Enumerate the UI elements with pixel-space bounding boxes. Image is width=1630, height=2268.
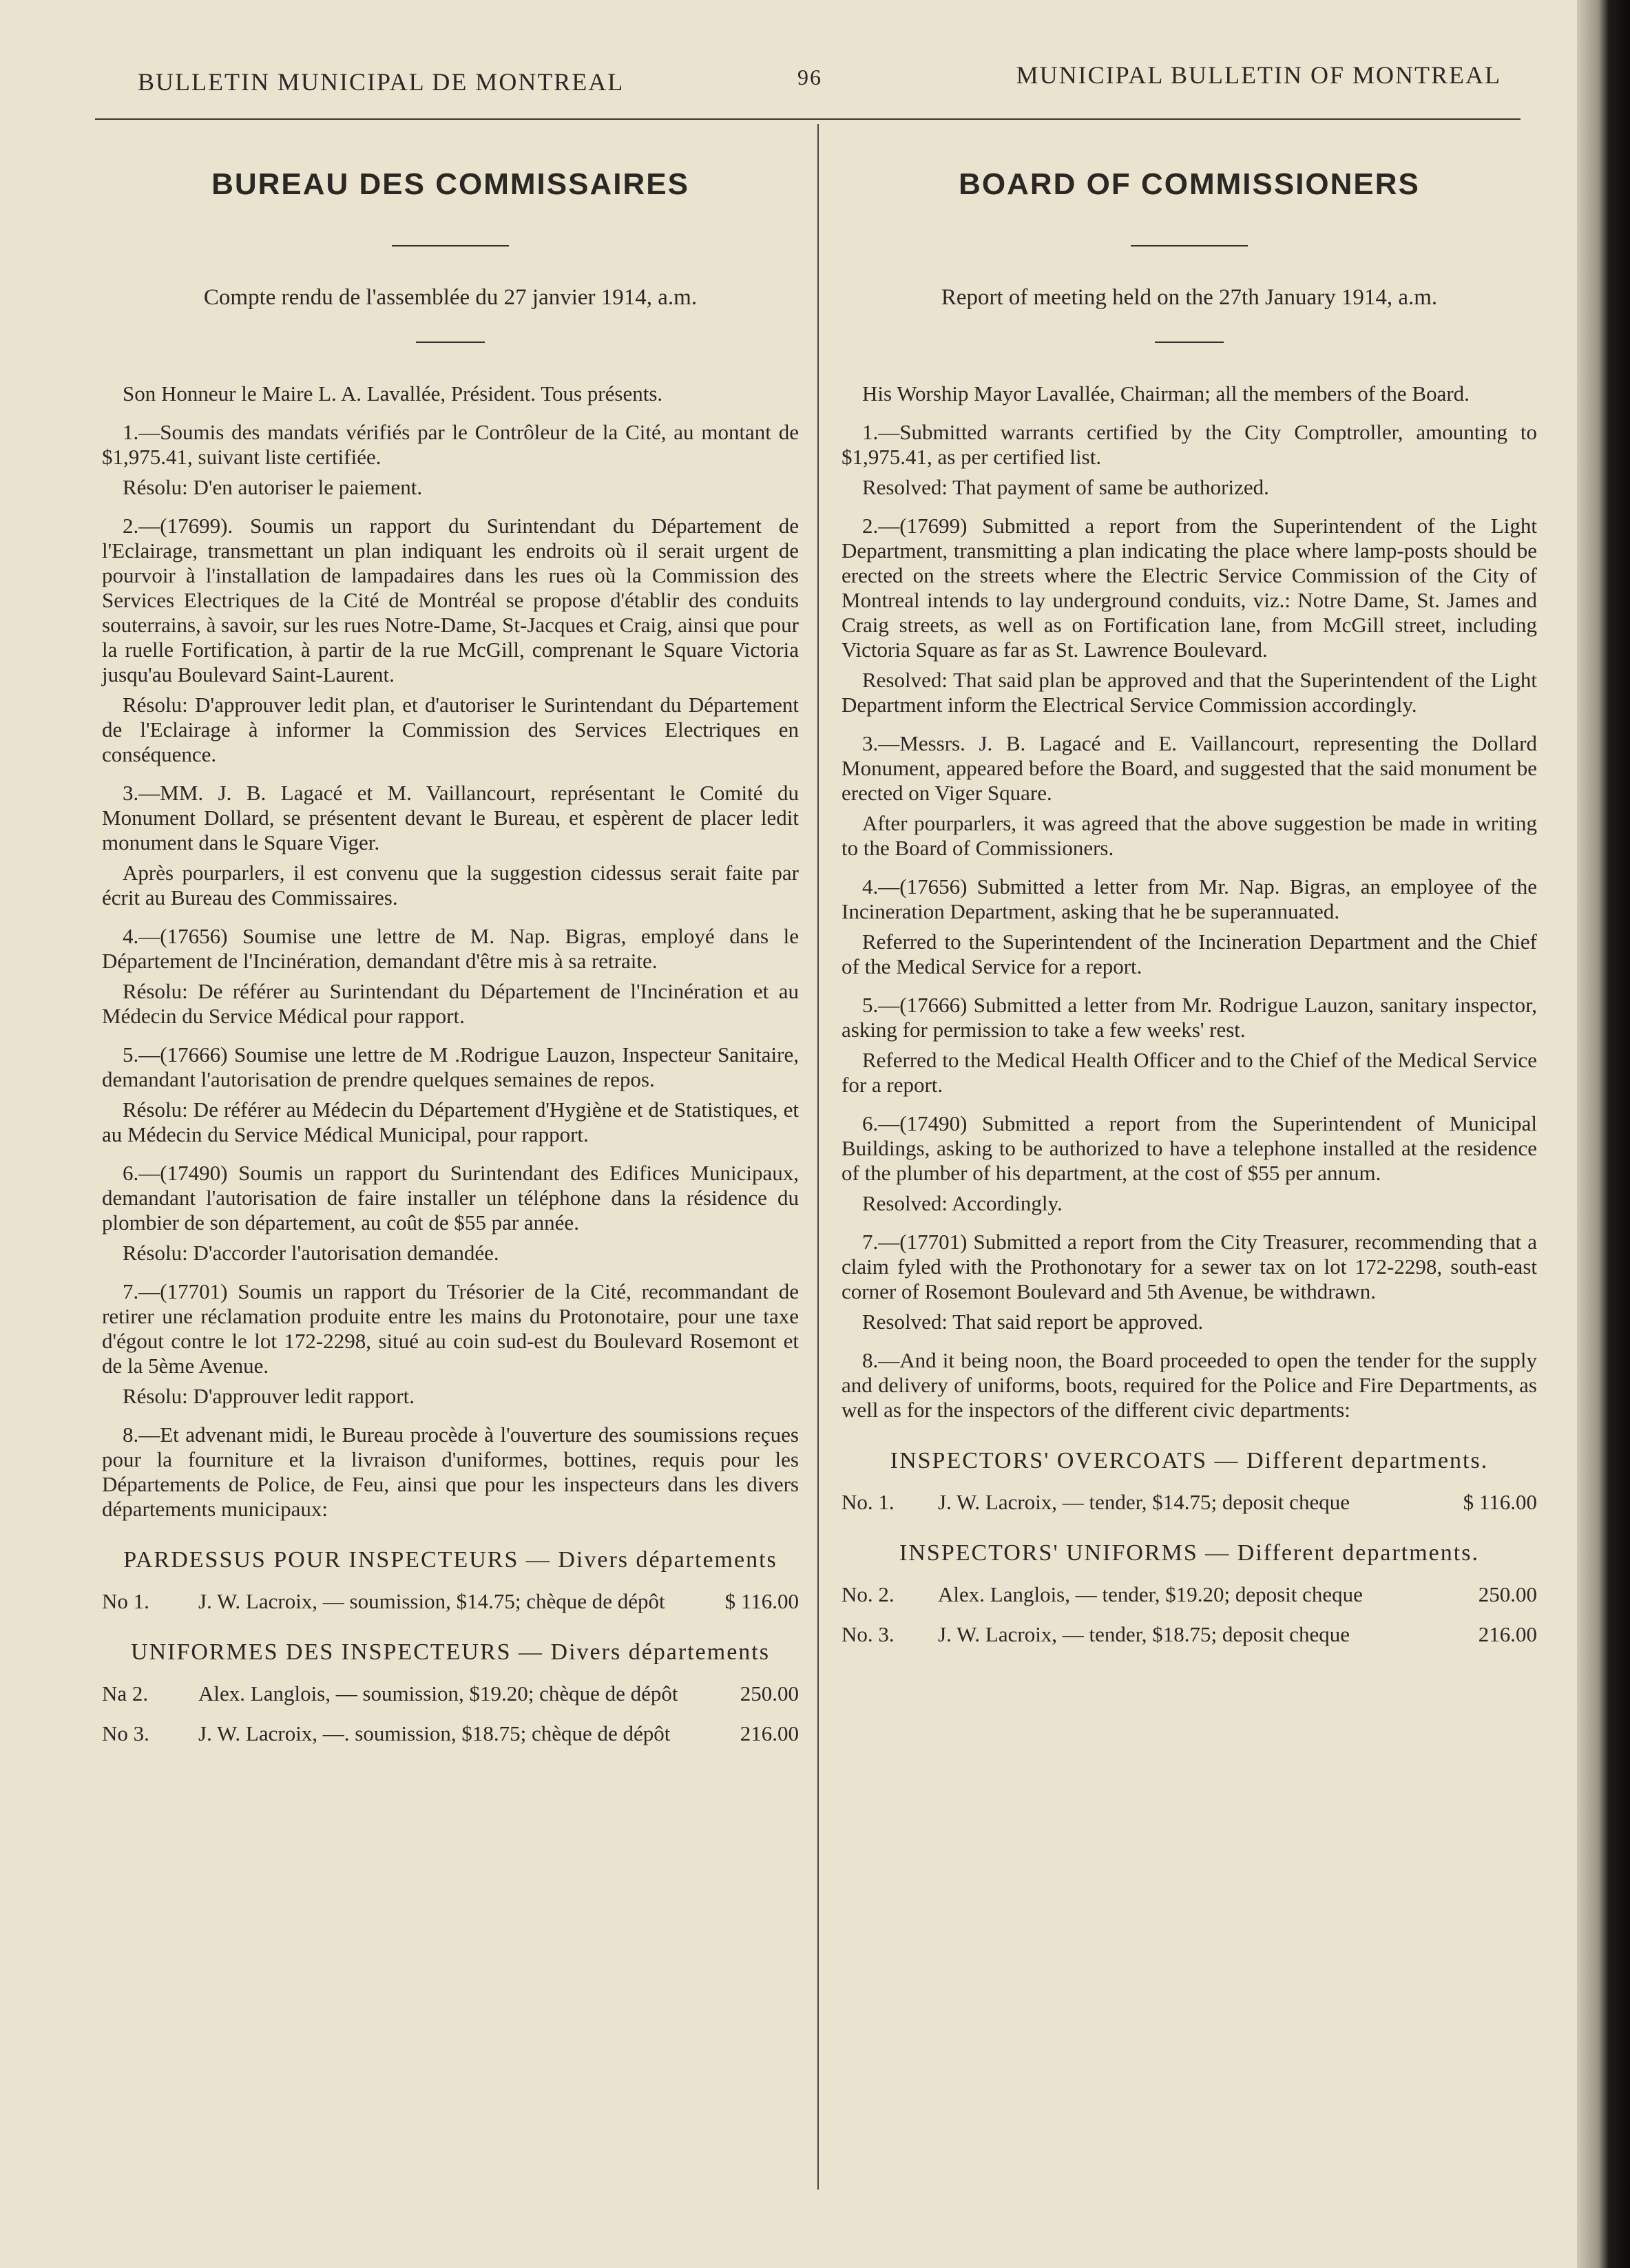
running-header <box>96 61 1501 102</box>
en-resolution-4: Referred to the Superintendent of the Incineration Department and the Chief of the Medical Service for a report. <box>842 930 1537 978</box>
tender-description: J. W. Lacroix, —. soumission, $18.75; chèque de dépôt <box>198 1721 671 1745</box>
en-resolution-5: Referred to the Medical Health Officer and to the Chief of the Medical Service for a report. <box>842 1048 1537 1097</box>
fr-item-7: 7.—(17701) Soumis un rapport du Trésorier de la Cité, recommandant de retirer une réclamation produite entre les mains du Protonotaire, pour une taxe d'égout contre le lot 172-2298, situé au coin sud-est du Boulevard Rosemont et de la 5ème Avenue. <box>102 1279 799 1378</box>
header-right: MUNICIPAL BULLETIN OF MONTREAL <box>1016 61 1501 89</box>
en-item-6: 6.—(17490) Submitted a report from the Superintendent of Municipal Buildings, asking to be authorized to have a telephone installed at the residence of the plumber of his department, at the cost of $55 per annum. <box>842 1111 1537 1185</box>
tender-number: Na 2. <box>102 1681 149 1705</box>
tender-description: J. W. Lacroix, — soumission, $14.75; chèque de dépôt <box>198 1589 665 1613</box>
tender-amount: $ 116.00 <box>724 1589 799 1613</box>
fr-item-1: 1.—Soumis des mandats vérifiés par le Contrôleur de la Cité, au montant de $1,975.41, suivant liste certifiée. <box>102 420 799 469</box>
en-item-2: 2.—(17699) Submitted a report from the Superintendent of the Light Department, transmitting a plan indicating the place where lamp-posts should be erected on the streets where the Electric Service Commission of the City of Montreal intends to lay underground conduits, viz.: Notre Dame, St. James and Craig streets, as well as on Fortification lane, from McGill street, including Victoria Square as far as St. Lawrence Boulevard. <box>842 514 1537 662</box>
en-item-7: 7.—(17701) Submitted a report from the City Treasurer, recommending that a claim fyled with the Prothonotary for a sewer tax on lot 172-2298, south-east corner of Rosemont Boulevard and 5th Avenue, be withdrawn. <box>842 1230 1537 1303</box>
fr-resolution-1: Résolu: D'en autoriser le paiement. <box>123 475 423 499</box>
tender-amount: 250.00 <box>1478 1582 1537 1606</box>
tender-description: J. W. Lacroix, — tender, $18.75; deposit cheque <box>938 1622 1350 1646</box>
en-resolution-6: Resolved: Accordingly. <box>862 1191 1063 1215</box>
fr-item-5: 5.—(17666) Soumise une lettre de M .Rodrigue Lauzon, Inspecteur Sanitaire, demandant l'autorisation de prendre quelques semaines de repos. <box>102 1042 799 1091</box>
tender-amount: 216.00 <box>1478 1622 1537 1646</box>
tender-amount: 250.00 <box>740 1681 799 1705</box>
en-item-1: 1.—Submitted warrants certified by the City Comptroller, amounting to $1,975.41, as per certified list. <box>842 420 1537 469</box>
page-number: 96 <box>797 65 822 90</box>
tender-number: No 1. <box>102 1589 149 1613</box>
fr-resolution-6: Résolu: D'accorder l'autorisation demandée. <box>123 1241 499 1265</box>
en-resolution-7: Resolved: That said report be approved. <box>862 1310 1204 1334</box>
fr-item-8: 8.—Et advenant midi, le Bureau procède à l'ouverture des soumissions reçues pour la fourniture et la livraison d'uniformes, bottines, requis pour les Départements de Police, de Feu, ainsi que pour les inspecteurs dans les divers départements municipaux: <box>102 1422 799 1521</box>
fr-tender-row <box>102 1721 799 1746</box>
tender-amount: $ 116.00 <box>1463 1490 1537 1514</box>
title-rule <box>1131 245 1248 246</box>
french-title: BUREAU DES COMMISSAIRES <box>211 167 689 201</box>
english-column <box>842 158 1537 1662</box>
fr-resolution-4: Résolu: De référer au Surintendant du Département de l'Incinération et au Médecin du Service Médical pour rapport. <box>102 979 799 1028</box>
title-rule <box>392 245 509 246</box>
en-tender-row <box>842 1582 1537 1607</box>
fr-resolution-3: Après pourparlers, il est convenu que la suggestion cidessus serait faite par écrit au Bureau des Commissaires. <box>102 861 799 910</box>
en-section-uniforms: INSPECTORS' UNIFORMS — Different departments. <box>899 1540 1479 1566</box>
en-resolution-2: Resolved: That said plan be approved and that the Superintendent of the Light Department inform the Electrical Service Commission accordingly. <box>842 668 1537 717</box>
tender-number: No. 1. <box>842 1490 895 1514</box>
fr-item-4: 4.—(17656) Soumise une lettre de M. Nap. Bigras, employé dans le Département de l'Incinération, demandant d'être mis à sa retraite. <box>102 924 799 973</box>
tender-description: Alex. Langlois, — soumission, $19.20; chèque de dépôt <box>198 1681 678 1705</box>
tender-number: No. 2. <box>842 1582 895 1606</box>
tender-number: No. 3. <box>842 1622 895 1646</box>
fr-resolution-2: Résolu: D'approuver ledit plan, et d'autoriser le Surintendant du Département de l'Eclairage à informer la Commission des Services Electriques en conséquence. <box>102 693 799 766</box>
tender-amount: 216.00 <box>740 1721 799 1745</box>
column-divider <box>817 124 819 2190</box>
en-item-4: 4.—(17656) Submitted a letter from Mr. Nap. Bigras, an employee of the Incineration Department, asking that he be superannuated. <box>842 874 1537 923</box>
fr-section-overcoats: PARDESSUS POUR INSPECTEURS — Divers départements <box>123 1547 777 1573</box>
header-rule <box>95 118 1521 120</box>
en-resolution-3: After pourparlers, it was agreed that the above suggestion be made in writing to the Board of Commissioners. <box>842 811 1537 860</box>
en-tender-row <box>842 1490 1537 1515</box>
meeting-rule <box>416 342 485 343</box>
english-title: BOARD OF COMMISSIONERS <box>959 167 1420 201</box>
fr-tender-row <box>102 1589 799 1614</box>
fr-item-6: 6.—(17490) Soumis un rapport du Surintendant des Edifices Municipaux, demandant l'autorisation de faire installer un téléphone dans la résidence du plombier de son département, au coût de $55 par année. <box>102 1161 799 1235</box>
tender-description: J. W. Lacroix, — tender, $14.75; deposit cheque <box>938 1490 1350 1514</box>
fr-resolution-5: Résolu: De référer au Médecin du Département d'Hygiène et de Statistiques, et au Médecin du Service Médical Municipal, pour rapport. <box>102 1098 799 1146</box>
french-meeting-line: Compte rendu de l'assemblée du 27 janvier 1914, a.m. <box>203 285 698 310</box>
tender-description: Alex. Langlois, — tender, $19.20; deposit cheque <box>938 1582 1363 1606</box>
header-left: BULLETIN MUNICIPAL DE MONTREAL <box>138 68 625 96</box>
fr-item-3: 3.—MM. J. B. Lagacé et M. Vaillancourt, représentant le Comité du Monument Dollard, se présentent devant le Bureau, et espèrent de placer ledit monument dans le Square Viger. <box>102 781 799 854</box>
en-resolution-1: Resolved: That payment of same be authorized. <box>862 475 1269 499</box>
french-column <box>102 158 799 1761</box>
english-attendance: His Worship Mayor Lavallée, Chairman; all the members of the Board. <box>862 381 1470 406</box>
fr-item-2: 2.—(17699). Soumis un rapport du Surintendant du Département de l'Eclairage, transmettant un plan indiquant les endroits où il serait urgent de pourvoir à l'installation de lampadaires dans les rues où la Commission des Services Electriques de la Cité de Montréal se propose d'établir des conduits souterrains, à savoir, sur les rues Notre-Dame, St-Jacques et Craig, ainsi que pour la ruelle Fortification, à partir de la rue McGill, comprenant le Square Victoria jusqu'au Boulevard Saint-Laurent. <box>102 514 799 686</box>
meeting-rule <box>1155 342 1224 343</box>
fr-resolution-7: Résolu: D'approuver ledit rapport. <box>123 1384 415 1408</box>
en-section-overcoats: INSPECTORS' OVERCOATS — Different departments. <box>890 1448 1489 1473</box>
en-tender-row <box>842 1622 1537 1647</box>
en-item-8: 8.—And it being noon, the Board proceeded to open the tender for the supply and delivery of uniforms, boots, required for the Police and Fire Departments, as well as for the inspectors of the different civic departments: <box>842 1348 1537 1422</box>
english-meeting-line: Report of meeting held on the 27th January 1914, a.m. <box>941 285 1438 310</box>
fr-section-uniforms: UNIFORMES DES INSPECTEURS — Divers départements <box>131 1639 770 1665</box>
en-item-3: 3.—Messrs. J. B. Lagacé and E. Vaillancourt, representing the Dollard Monument, appeared before the Board, and suggested that the said monument be erected on Viger Square. <box>842 731 1537 805</box>
fr-tender-row <box>102 1681 799 1706</box>
en-item-5: 5.—(17666) Submitted a letter from Mr. Rodrigue Lauzon, sanitary inspector, asking for permission to take a few weeks' rest. <box>842 993 1537 1042</box>
french-attendance: Son Honneur le Maire L. A. Lavallée, Président. Tous présents. <box>123 381 663 406</box>
scan-edge <box>1577 0 1630 2268</box>
tender-number: No 3. <box>102 1721 149 1745</box>
